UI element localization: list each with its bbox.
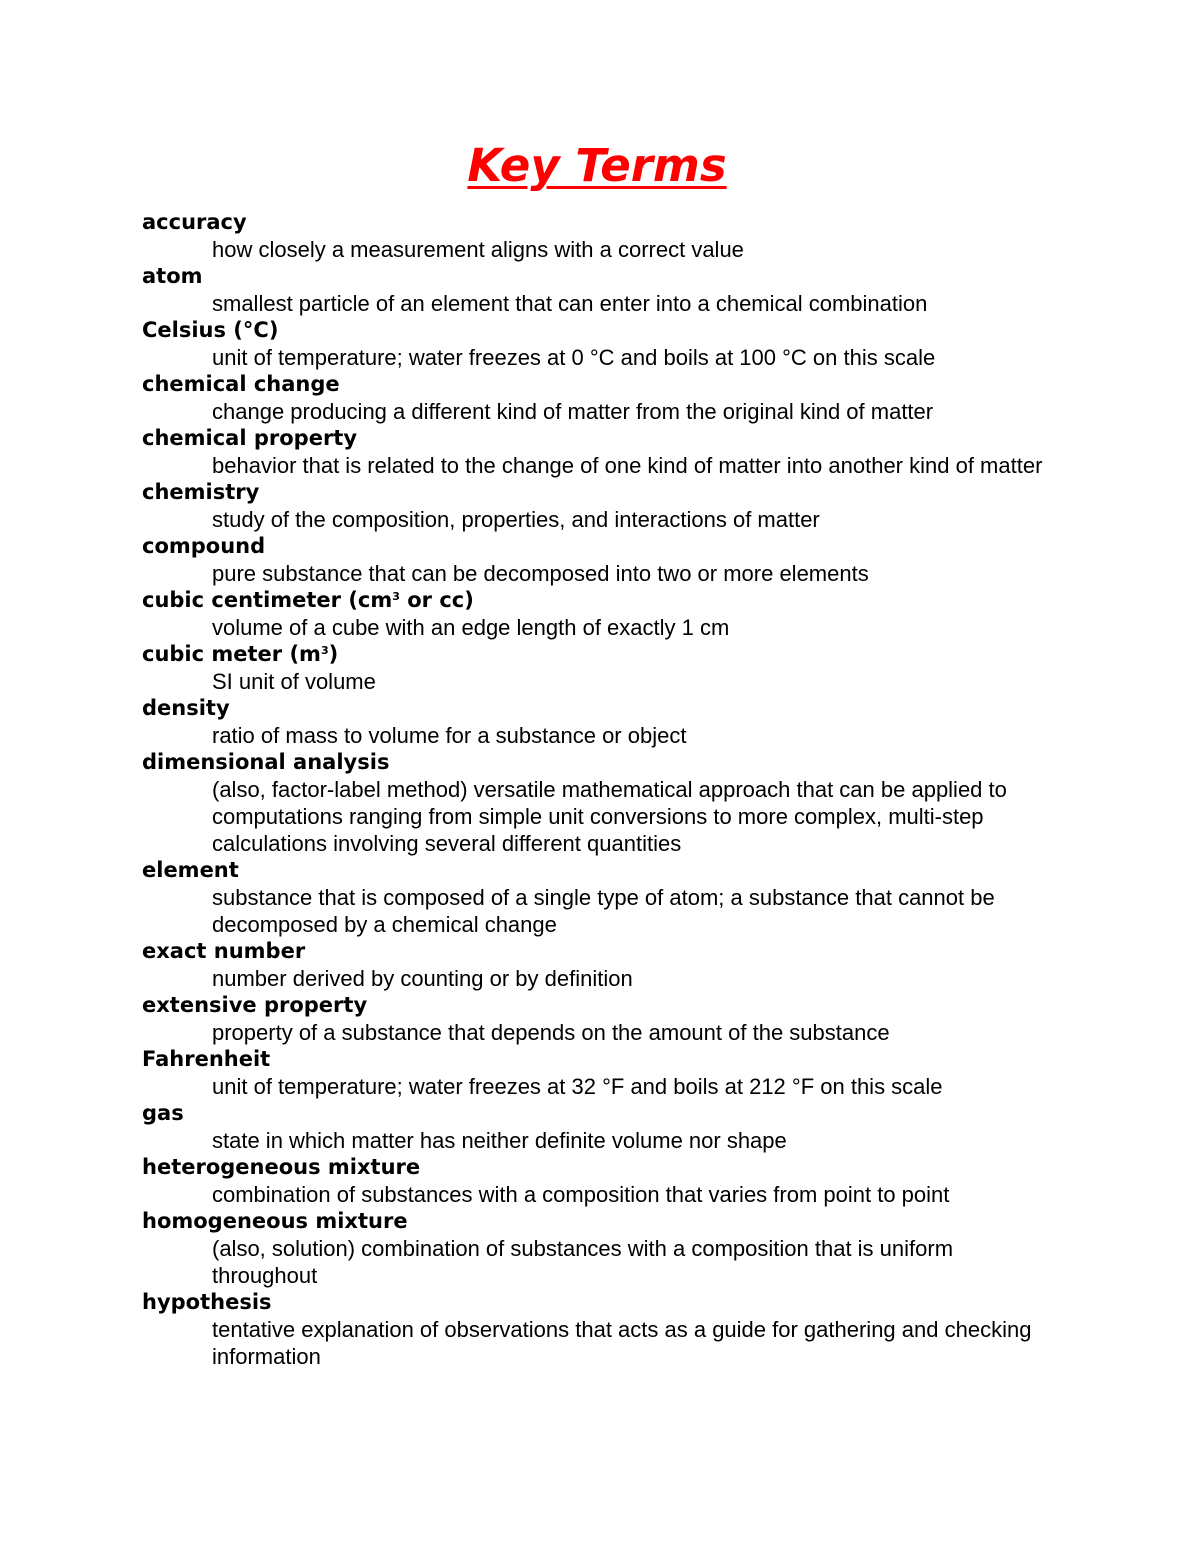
term-name: cubic meter $(m^3)$ <box>142 642 339 666</box>
page-title: Key Terms <box>467 139 727 192</box>
term-name: compound <box>142 534 266 558</box>
term-definition: ratio of mass to volume for a substance or object <box>212 723 687 748</box>
term-name: Celsius (°C) <box>142 318 279 342</box>
term-entry <box>142 1100 1062 1154</box>
term-definition: substance that is composed of a single type of atom; a substance that cannot be decomposed by a chemical change <box>212 885 995 937</box>
term-entry <box>142 992 1062 1046</box>
term-name: dimensional analysis <box>142 750 390 774</box>
key-terms-list <box>142 209 1062 1370</box>
term-name: cubic centimeter ($cm^3$ or cc) <box>142 588 474 612</box>
superscript: 3 <box>320 644 329 657</box>
term-entry <box>142 533 1062 587</box>
term-name: accuracy <box>142 210 247 234</box>
term-name: chemical change <box>142 372 340 396</box>
term-entry <box>142 587 1062 641</box>
term-definition: unit of temperature; water freezes at 32 °F and boils at 212 °F on this scale <box>212 1074 943 1099</box>
term-definition: study of the composition, properties, and interactions of matter <box>212 507 820 532</box>
term-entry <box>142 857 1062 938</box>
term-definition: (also, factor-label method) versatile mathematical approach that can be applied to computations ranging from simple unit conversions to more complex, multi-step calculations involving several different quantities <box>212 777 1007 856</box>
term-name: heterogeneous mixture <box>142 1155 421 1179</box>
term-definition: behavior that is related to the change of one kind of matter into another kind of matter <box>212 453 1043 478</box>
term-name: exact number <box>142 939 306 963</box>
term-entry <box>142 425 1062 479</box>
term-definition: state in which matter has neither definite volume nor shape <box>212 1128 787 1153</box>
term-name: extensive property <box>142 993 368 1017</box>
term-definition: unit of temperature; water freezes at 0 °C and boils at 100 °C on this scale <box>212 345 936 370</box>
term-entry <box>142 1208 1062 1289</box>
term-entry <box>142 209 1062 263</box>
term-entry <box>142 749 1062 857</box>
term-definition: combination of substances with a composition that varies from point to point <box>212 1182 950 1207</box>
term-name: density <box>142 696 230 720</box>
term-name: chemical property <box>142 426 358 450</box>
term-name: chemistry <box>142 480 260 504</box>
term-definition: SI unit of volume <box>212 669 376 694</box>
term-name: element <box>142 858 239 882</box>
term-definition: property of a substance that depends on the amount of the substance <box>212 1020 890 1045</box>
term-entry <box>142 938 1062 992</box>
term-definition: (also, solution) combination of substances with a composition that is uniform throughout <box>212 1236 954 1288</box>
term-name: Fahrenheit <box>142 1047 271 1071</box>
term-definition: volume of a cube with an edge length of exactly 1 cm <box>212 615 730 640</box>
term-definition: pure substance that can be decomposed into two or more elements <box>212 561 869 586</box>
term-entry <box>142 1289 1062 1370</box>
term-definition: tentative explanation of observations that acts as a guide for gathering and checking information <box>212 1317 1032 1369</box>
term-name: gas <box>142 1101 184 1125</box>
term-entry <box>142 371 1062 425</box>
term-definition: change producing a different kind of matter from the original kind of matter <box>212 399 934 424</box>
term-entry <box>142 641 1062 695</box>
term-definition: how closely a measurement aligns with a correct value <box>212 237 744 262</box>
term-entry <box>142 263 1062 317</box>
term-definition: smallest particle of an element that can enter into a chemical combination <box>212 291 928 316</box>
term-entry <box>142 1046 1062 1100</box>
term-entry <box>142 695 1062 749</box>
term-entry <box>142 479 1062 533</box>
term-entry <box>142 317 1062 371</box>
term-name: hypothesis <box>142 1290 272 1314</box>
term-name: homogeneous mixture <box>142 1209 408 1233</box>
term-definition: number derived by counting or by definition <box>212 966 633 991</box>
term-entry <box>142 1154 1062 1208</box>
term-name: atom <box>142 264 203 288</box>
superscript: 3 <box>392 590 400 603</box>
